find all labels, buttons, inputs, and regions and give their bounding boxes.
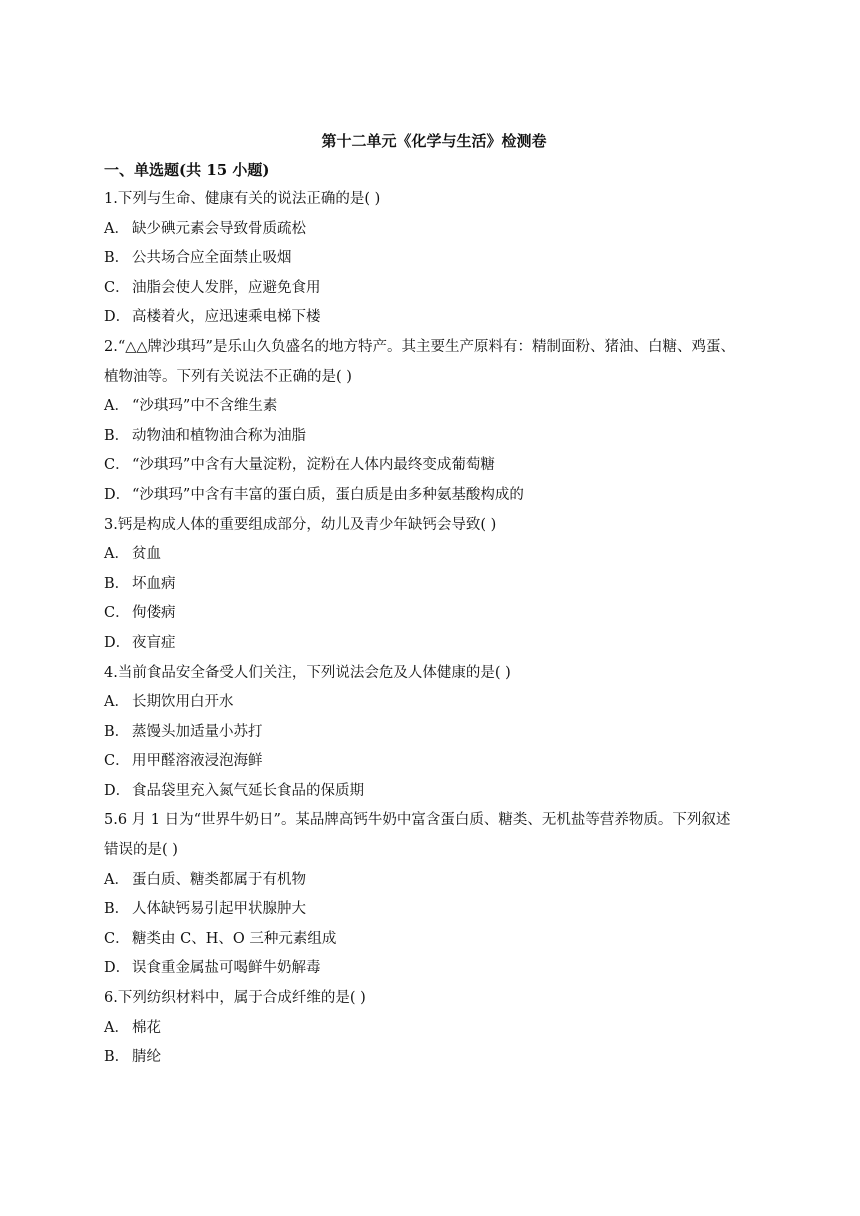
answer-option <box>104 688 764 718</box>
option-text: 蒸馒头加适量小苏打 <box>132 723 263 740</box>
answer-option <box>104 925 764 955</box>
answer-option <box>104 866 764 896</box>
option-letter: D． <box>104 960 131 977</box>
question-stem-line: 4.当前食品安全备受人们关注，下列说法会危及人体健康的是( ) <box>104 664 511 681</box>
question-stem <box>104 185 764 215</box>
question-list <box>104 185 764 1073</box>
option-letter: B． <box>104 723 130 740</box>
document-title: 第十二单元《化学与生活》检测卷 <box>321 132 547 150</box>
answer-option <box>104 481 764 511</box>
option-letter: C． <box>104 279 130 296</box>
option-text: “沙琪玛”中含有大量淀粉，淀粉在人体内最终变成葡萄糖 <box>132 457 495 474</box>
answer-option <box>104 777 764 807</box>
question-stem-line: 6.下列纺织材料中，属于合成纤维的是( ) <box>104 990 366 1007</box>
question-stem <box>104 806 764 865</box>
question-stem-line: 错误的是( ) <box>104 842 178 859</box>
option-text: 夜盲症 <box>132 634 176 651</box>
option-text: 蛋白质、糖类都属于有机物 <box>132 871 306 888</box>
option-text: 棉花 <box>132 1019 161 1036</box>
document-content <box>104 128 764 1073</box>
option-text: 公共场合应全面禁止吸烟 <box>132 250 292 267</box>
option-letter: A． <box>104 871 129 888</box>
answer-option <box>104 895 764 925</box>
option-letter: A． <box>104 398 129 415</box>
option-text: 动物油和植物油合称为油脂 <box>132 427 306 444</box>
question-stem-line: 2.“△△牌沙琪玛”是乐山久负盛名的地方特产。其主要生产原料有：精制面粉、猪油、白糖、鸡蛋、 <box>104 338 735 355</box>
answer-option <box>104 629 764 659</box>
option-letter: C． <box>104 605 130 622</box>
question-stem-line: 3.钙是构成人体的重要组成部分，幼儿及青少年缺钙会导致( ) <box>104 516 497 533</box>
question-stem <box>104 333 764 392</box>
answer-option <box>104 570 764 600</box>
option-letter: A． <box>104 694 129 711</box>
question-stem-line: 1.下列与生命、健康有关的说法正确的是( ) <box>104 191 381 207</box>
answer-option <box>104 303 764 333</box>
question-stem-line: 植物油等。下列有关说法不正确的是( ) <box>104 368 352 385</box>
answer-option <box>104 274 764 304</box>
option-letter: D． <box>104 634 131 651</box>
option-text: 缺少碘元素会导致骨质疏松 <box>132 220 306 237</box>
answer-option <box>104 540 764 570</box>
option-text: 腈纶 <box>132 1049 161 1066</box>
option-letter: C． <box>104 930 130 947</box>
answer-option <box>104 215 764 245</box>
option-letter: D． <box>104 309 131 326</box>
option-letter: D． <box>104 486 131 503</box>
question-stem <box>104 984 764 1014</box>
option-letter: A． <box>104 1019 129 1036</box>
option-letter: B． <box>104 901 130 918</box>
question-stem <box>104 511 764 541</box>
section-heading: 一、单选题(共 15 小题) <box>104 161 270 179</box>
option-text: 高楼着火，应迅速乘电梯下楼 <box>132 309 321 326</box>
option-letter: D． <box>104 782 131 799</box>
answer-option <box>104 244 764 274</box>
option-text: 长期饮用白开水 <box>132 694 234 711</box>
option-letter: C． <box>104 753 130 770</box>
answer-option <box>104 451 764 481</box>
answer-option <box>104 954 764 984</box>
option-text: 贫血 <box>132 546 161 563</box>
answer-option <box>104 1014 764 1044</box>
question-stem <box>104 659 764 689</box>
option-letter: A． <box>104 220 129 237</box>
option-letter: B． <box>104 250 130 267</box>
question-stem-line: 5.6 月 1 日为“世界牛奶日”。某品牌高钙牛奶中富含蛋白质、糖类、无机盐等营养物质。下列叙述 <box>104 812 731 829</box>
option-text: “沙琪玛”中含有丰富的蛋白质，蛋白质是由多种氨基酸构成的 <box>132 486 524 503</box>
option-text: 误食重金属盐可喝鲜牛奶解毒 <box>132 960 321 977</box>
option-letter: B． <box>104 575 130 592</box>
option-text: 食品袋里充入氮气延长食品的保质期 <box>132 782 364 799</box>
answer-option <box>104 599 764 629</box>
option-text: 坏血病 <box>132 575 176 592</box>
option-letter: C． <box>104 457 130 474</box>
answer-option <box>104 422 764 452</box>
option-letter: B． <box>104 1049 130 1066</box>
answer-option <box>104 747 764 777</box>
answer-option <box>104 1043 764 1073</box>
option-text: 用甲醛溶液浸泡海鲜 <box>132 753 263 770</box>
answer-option <box>104 392 764 422</box>
option-text: “沙琪玛”中不含维生素 <box>132 398 278 415</box>
option-text: 佝偻病 <box>132 605 176 622</box>
option-text: 油脂会使人发胖，应避免食用 <box>132 279 321 296</box>
option-text: 糖类由 C、H、O 三种元素组成 <box>132 930 337 947</box>
option-text: 人体缺钙易引起甲状腺肿大 <box>132 901 306 918</box>
option-letter: A． <box>104 546 129 563</box>
option-letter: B． <box>104 427 130 444</box>
answer-option <box>104 718 764 748</box>
